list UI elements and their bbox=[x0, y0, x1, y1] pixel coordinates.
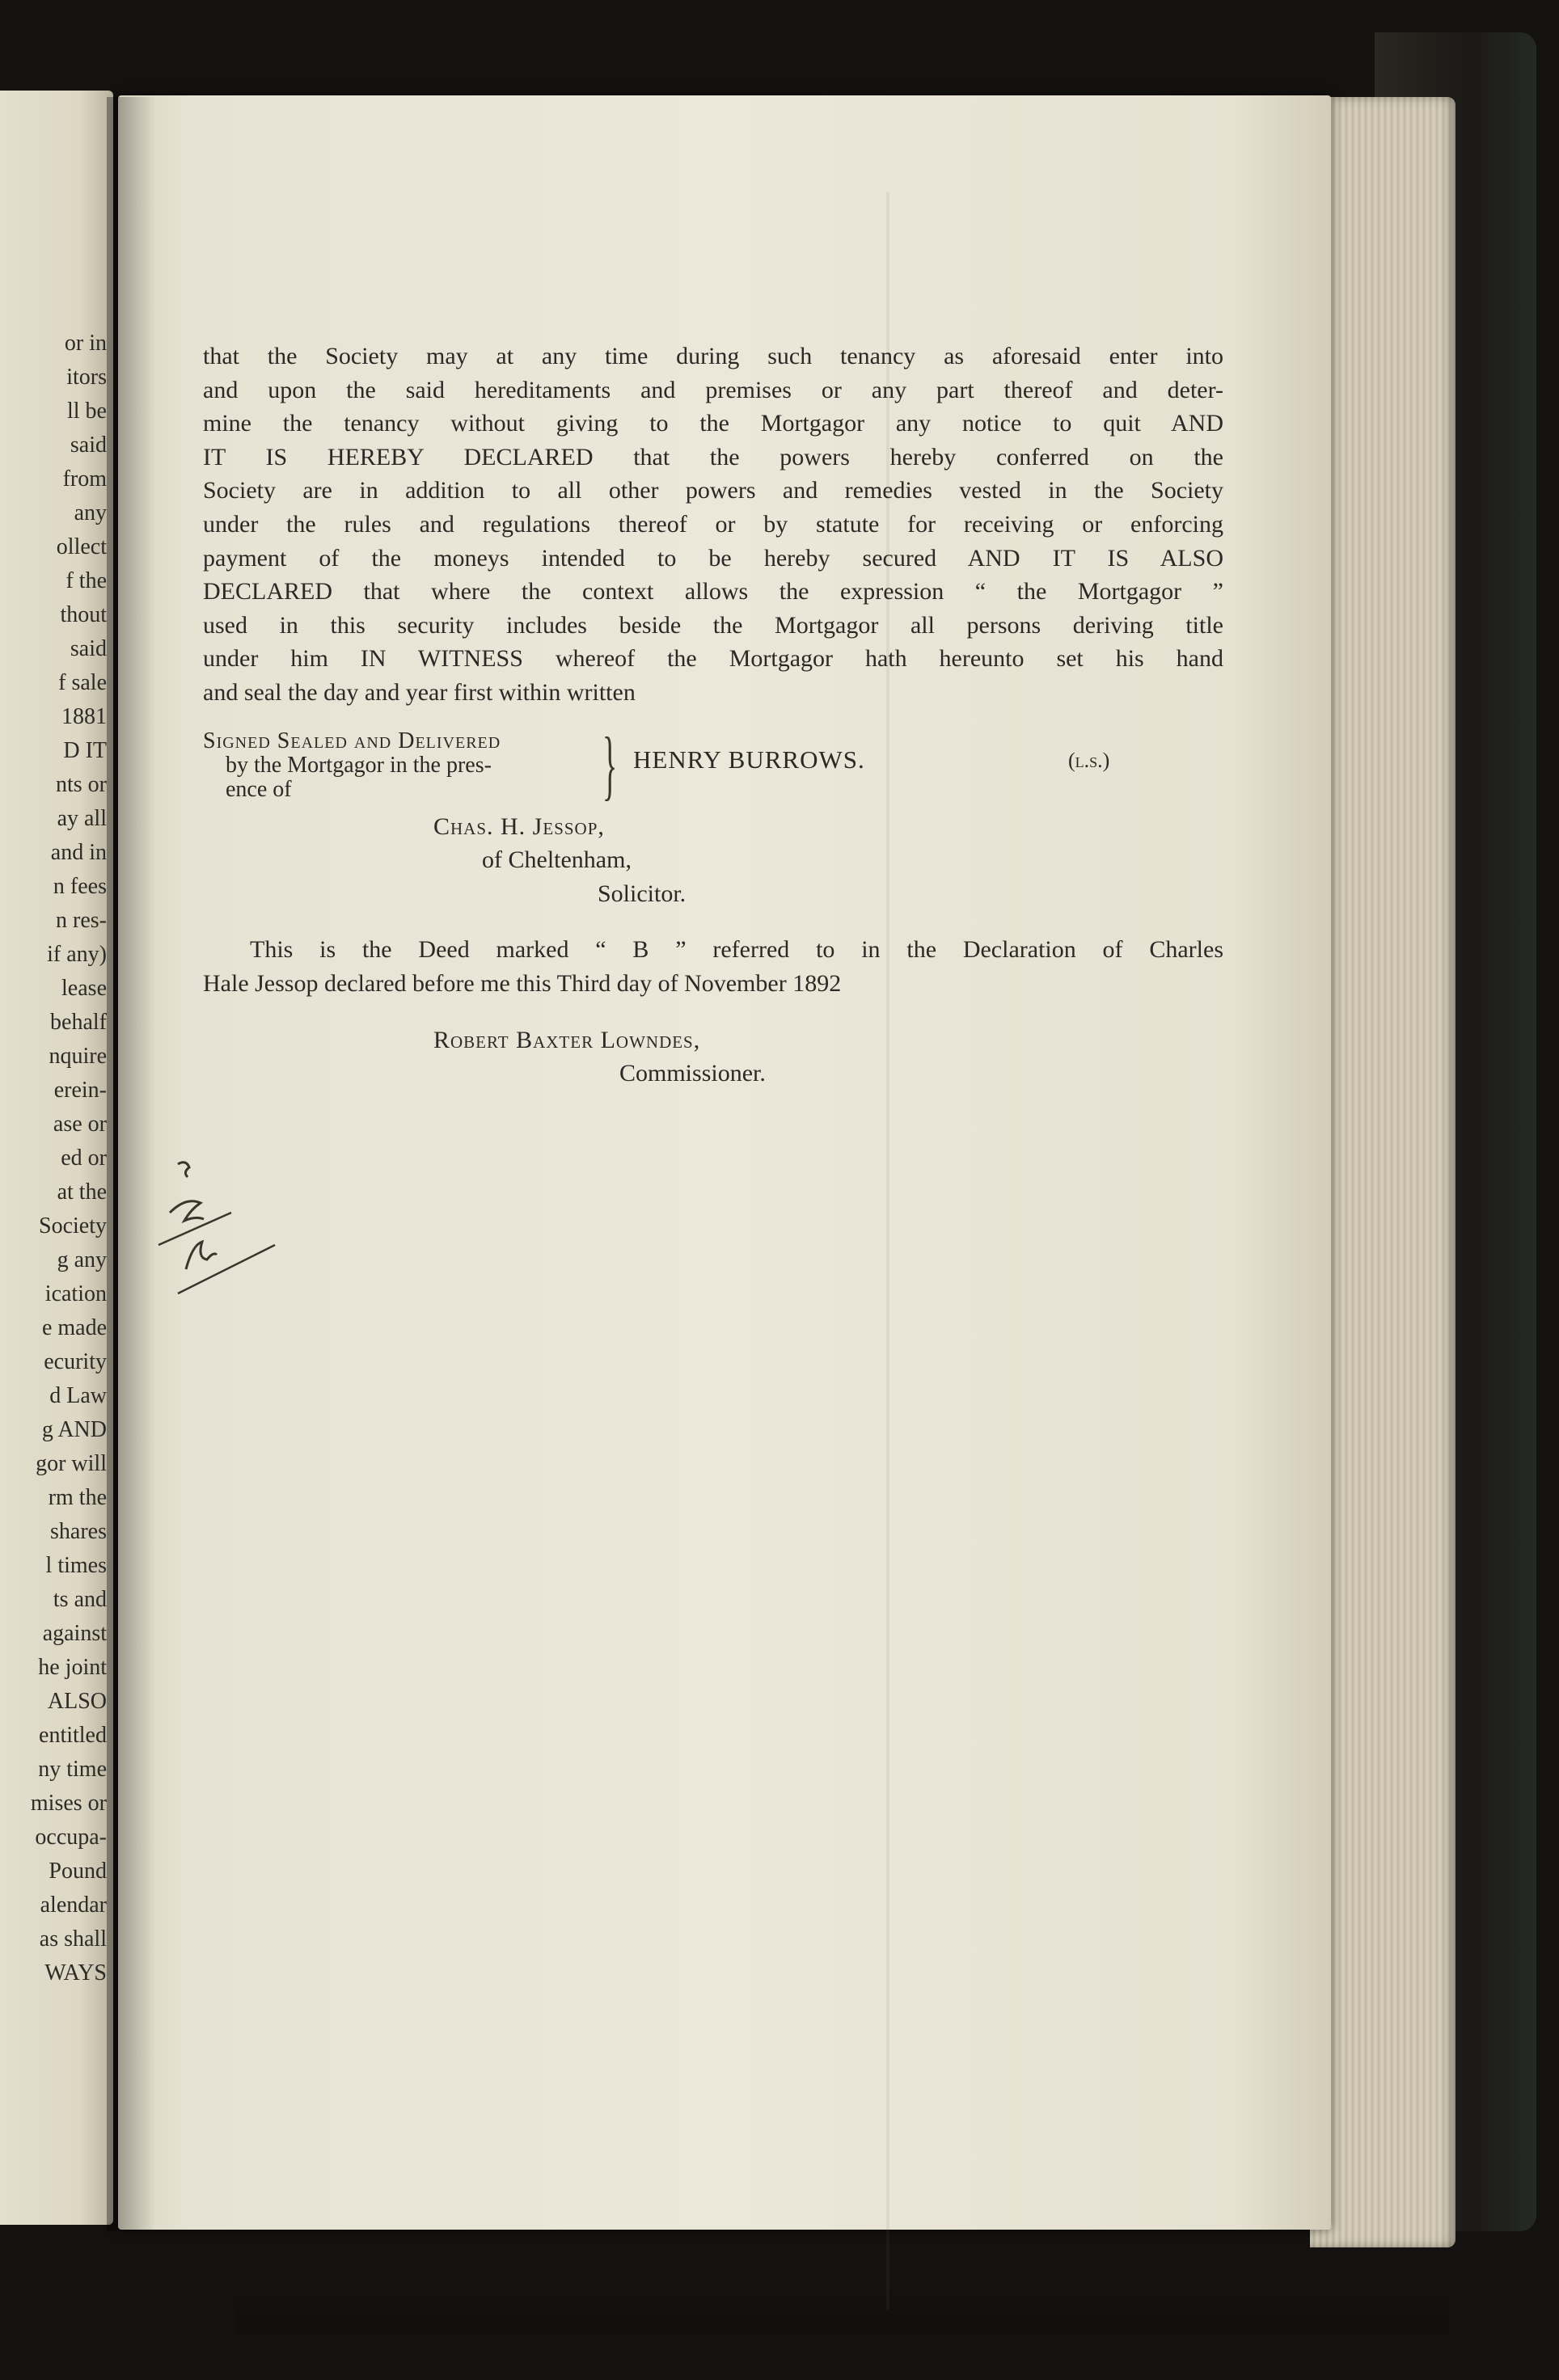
left-page-line: nquire bbox=[49, 1044, 107, 1069]
left-page-line: rm the bbox=[48, 1485, 107, 1510]
left-page-line: entitled bbox=[39, 1723, 107, 1748]
left-page-line: said bbox=[70, 636, 107, 661]
left-page-line: ication bbox=[44, 1281, 107, 1306]
left-page-line: if any) bbox=[47, 942, 107, 967]
deed-body-line: mine the tenancy without giving to the Mortgagor any notice to quit AND bbox=[203, 410, 1223, 437]
commissioner-role: Commissioner. bbox=[619, 1060, 766, 1087]
deed-body-line: IT IS HEREBY DECLARED that the powers hereby conferred on the bbox=[203, 443, 1223, 471]
left-page-line: said bbox=[70, 433, 107, 458]
witness-name: Chas. H. Jessop, bbox=[433, 812, 605, 840]
left-page-line: WAYS bbox=[44, 1960, 107, 1985]
left-page-text-column bbox=[2, 327, 107, 1990]
left-page-line: at the bbox=[57, 1179, 107, 1205]
left-page-line: alendar bbox=[40, 1893, 107, 1918]
attestation-clause bbox=[203, 729, 607, 802]
left-page-line: ts and bbox=[53, 1587, 107, 1612]
left-page-line: Pound bbox=[49, 1859, 107, 1884]
left-page-line: g AND bbox=[41, 1417, 107, 1442]
deed-body-paragraph bbox=[203, 340, 1223, 710]
left-page-line: ay all bbox=[57, 806, 107, 831]
left-page-line: ase or bbox=[53, 1112, 107, 1137]
left-page-line: D IT bbox=[63, 738, 107, 763]
commissioner-name: Robert Baxter Lowndes, bbox=[433, 1026, 701, 1053]
deed-body-line: under him IN WITNESS whereof the Mortgagor hath hereunto set his hand bbox=[203, 645, 1223, 673]
witness-place: of Cheltenham, bbox=[482, 846, 632, 874]
left-page-line: nts or bbox=[56, 772, 107, 797]
left-page-line: and in bbox=[50, 840, 107, 865]
declaration-line-1: This is the Deed marked “ B ” referred to in the Declaration of Charles bbox=[250, 936, 1223, 964]
deed-body-line: DECLARED that where the context allows the expression “ the Mortgagor ” bbox=[203, 578, 1223, 606]
left-page-line: n fees bbox=[53, 874, 107, 899]
deed-body-line: that the Society may at any time during such tenancy as aforesaid enter into bbox=[203, 343, 1223, 369]
commissioner-signature bbox=[203, 1023, 1223, 1091]
deed-body-line: payment of the moneys intended to be hereby secured AND IT IS ALSO bbox=[203, 544, 1223, 572]
main-page bbox=[118, 95, 1331, 2230]
left-page-line: from bbox=[62, 466, 107, 492]
page-edges bbox=[1310, 97, 1455, 2247]
left-page-line: behalf bbox=[50, 1010, 107, 1035]
left-page-line: erein- bbox=[53, 1078, 107, 1103]
left-page-line: he joint bbox=[38, 1655, 107, 1680]
left-page-line: g any bbox=[57, 1247, 107, 1272]
left-page-line: n res- bbox=[56, 908, 107, 933]
left-page-line: f sale bbox=[58, 670, 107, 695]
mortgagor-signature: HENRY BURROWS. bbox=[633, 745, 865, 774]
witness-role: Solicitor. bbox=[598, 880, 687, 907]
brace-mark: } bbox=[602, 720, 618, 808]
left-page-line: shares bbox=[50, 1519, 107, 1544]
deed-text bbox=[203, 340, 1223, 1091]
left-page-line: f the bbox=[65, 568, 107, 593]
left-page-line: gor will bbox=[36, 1451, 107, 1476]
deed-body-line: and seal the day and year first within written bbox=[203, 678, 636, 706]
deed-body-line: and upon the said hereditaments and premises or any part thereof and deter- bbox=[203, 376, 1223, 403]
left-page-line: or in bbox=[64, 331, 107, 356]
witness-signature bbox=[203, 810, 1223, 911]
declaration-line-2: Hale Jessop declared before me this Third day of November 1892 bbox=[203, 969, 842, 997]
commissioner-declaration bbox=[203, 933, 1223, 1000]
deed-body-line: Society are in addition to all other powers and remedies vested in the Society bbox=[203, 477, 1223, 504]
gutter-shadow bbox=[107, 97, 155, 2231]
left-page-line: 1881 bbox=[61, 704, 107, 729]
left-page-line: ALSO bbox=[47, 1689, 107, 1714]
left-page-line: l times bbox=[45, 1553, 107, 1578]
handwritten-annotation-mark bbox=[154, 1156, 283, 1302]
attestation-line-2: by the Mortgagor in the pres- bbox=[226, 752, 492, 778]
left-page-line: mises or bbox=[30, 1791, 107, 1816]
left-page-line: any bbox=[74, 500, 107, 525]
left-page bbox=[0, 91, 113, 2225]
left-page-line: ll be bbox=[67, 399, 107, 424]
deed-body-line: under the rules and regulations thereof or by statute for receiving or enforcing bbox=[203, 510, 1223, 538]
deed-body-line: used in this security includes beside the Mortgagor all persons deriving title bbox=[203, 611, 1223, 639]
left-page-line: e made bbox=[41, 1315, 107, 1340]
seal-mark: (l.s.) bbox=[1068, 748, 1110, 772]
left-page-line: ecurity bbox=[44, 1349, 107, 1374]
left-page-line: ny time bbox=[38, 1757, 107, 1782]
execution-clause bbox=[203, 720, 1223, 810]
page-bottom-shadow bbox=[236, 2286, 1449, 2335]
attestation-line-1: Signed Sealed and Delivered bbox=[203, 728, 501, 753]
left-page-line: ollect bbox=[56, 534, 107, 559]
left-page-line: occupa- bbox=[35, 1825, 107, 1850]
left-page-line: lease bbox=[61, 976, 107, 1001]
left-page-line: Society bbox=[39, 1213, 107, 1239]
left-page-line: against bbox=[42, 1621, 107, 1646]
left-page-line: itors bbox=[66, 365, 107, 390]
left-page-line: as shall bbox=[39, 1926, 107, 1952]
attestation-line-3: ence of bbox=[226, 776, 292, 802]
left-page-line: ed or bbox=[61, 1146, 107, 1171]
left-page-line: d Law bbox=[49, 1383, 107, 1408]
left-page-line: thout bbox=[60, 602, 107, 627]
